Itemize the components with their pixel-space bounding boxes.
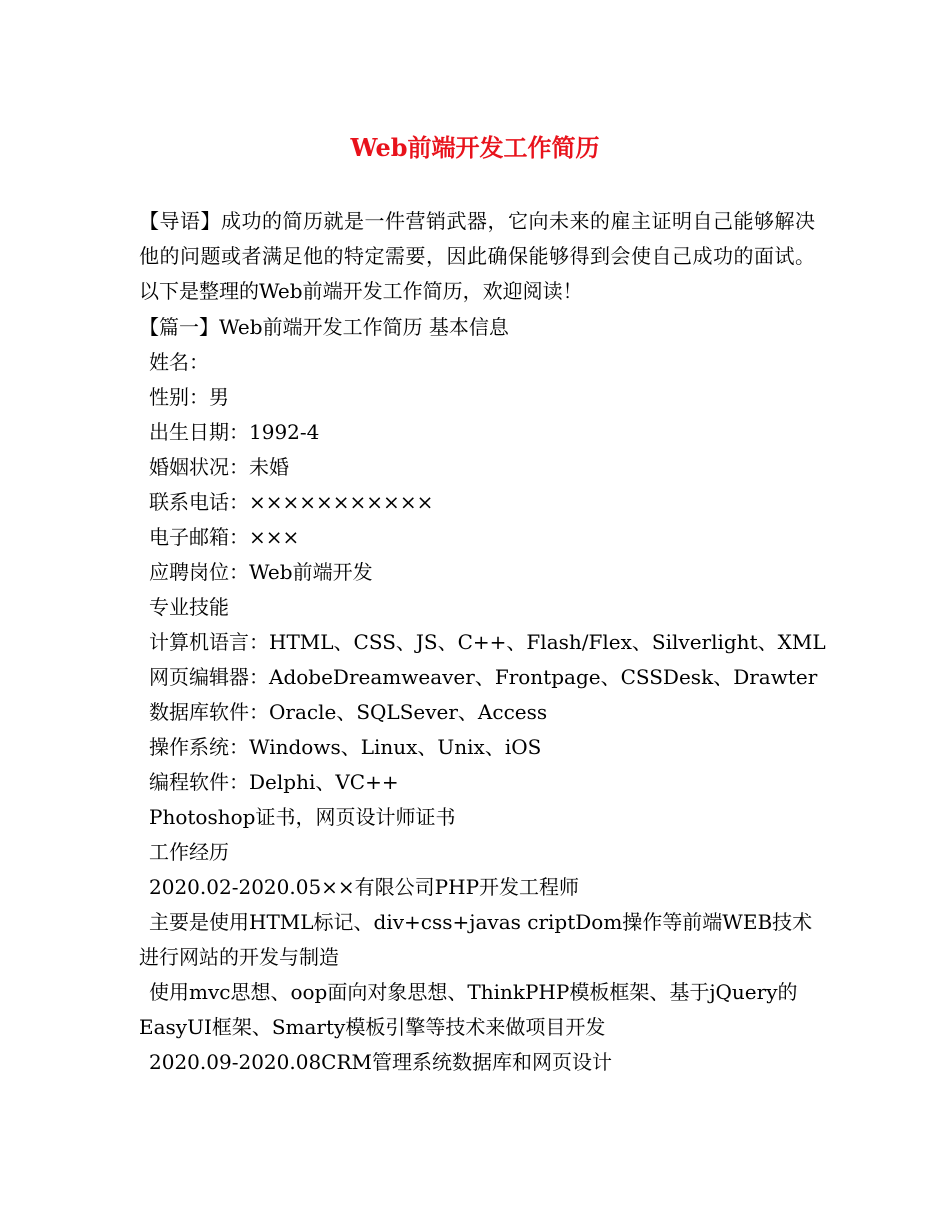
field-position: 应聘岗位：Web前端开发 <box>149 560 373 584</box>
section-heading-basic-info: 【篇一】Web前端开发工作简历 基本信息 <box>139 315 509 339</box>
skill-databases: 数据库软件：Oracle、SQLSever、Access <box>149 700 548 724</box>
field-email: 电子邮箱：××× <box>149 525 300 549</box>
section-heading-experience: 工作经历 <box>149 840 229 864</box>
field-phone: 联系电话：××××××××××× <box>149 490 434 514</box>
section-heading-skills: 专业技能 <box>149 595 229 619</box>
skill-languages: 计算机语言：HTML、CSS、JS、C++、Flash/Flex、Silverlight、XML <box>149 630 826 654</box>
experience-detail-2: 使用mvc思想、oop面向对象思想、ThinkPHP模板框架、基于jQuery的EasyUI框架、Smarty模板引擎等技术来做项目开发 <box>139 980 798 1039</box>
resume-body <box>139 310 826 1080</box>
certificates: Photoshop证书，网页设计师证书 <box>149 805 456 829</box>
document-title: Web前端开发工作简历 <box>350 133 600 162</box>
experience-entry-1: 2020.02-2020.05××有限公司PHP开发工程师 <box>149 875 580 899</box>
field-marital-status: 婚姻状况：未婚 <box>149 455 289 479</box>
field-name: 姓名： <box>149 350 209 374</box>
skill-os: 操作系统：Windows、Linux、Unix、iOS <box>149 735 542 759</box>
skill-editors: 网页编辑器：AdobeDreamweaver、Frontpage、CSSDesk、Drawter <box>149 665 818 689</box>
experience-detail-1: 主要是使用HTML标记、div+css+javas criptDom操作等前端WEB技术进行网站的开发与制造 <box>139 910 813 969</box>
skill-programming: 编程软件：Delphi、VC++ <box>149 770 399 794</box>
experience-entry-2: 2020.09-2020.08CRM管理系统数据库和网页设计 <box>149 1050 613 1074</box>
intro-paragraph: 【导语】成功的简历就是一件营销武器，它向未来的雇主证明自己能够解决他的问题或者满足他的特定需要，因此确保能够得到会使自己成功的面试。以下是整理的Web前端开发工作简历，欢迎阅读！ <box>139 209 815 303</box>
field-birth-date: 出生日期：1992-4 <box>149 420 320 444</box>
field-gender: 性别：男 <box>149 385 229 409</box>
